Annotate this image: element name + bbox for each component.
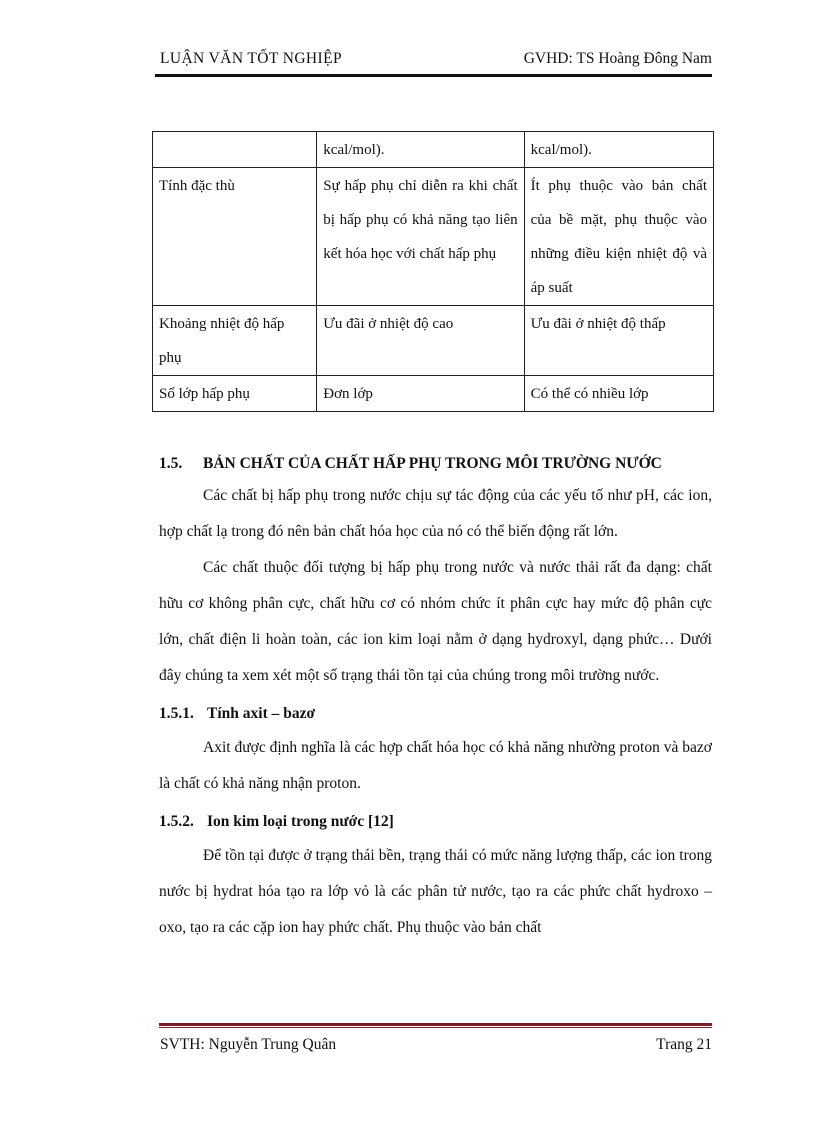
page-footer xyxy=(160,1036,712,1060)
page-number: Trang 21 xyxy=(656,1036,712,1053)
footer-author: SVTH: Nguyễn Trung Quân xyxy=(160,1036,337,1053)
main-content xyxy=(159,450,712,946)
header-divider xyxy=(155,74,712,77)
footer-divider xyxy=(159,1023,712,1026)
comparison-table xyxy=(152,131,714,412)
subsection-number: 1.5.2. xyxy=(159,813,194,830)
paragraph: Để tồn tại được ở trạng thái bền, trạng thái có mức năng lượng thấp, các ion trong nước bị hydrat hóa tạo ra lớp vỏ là các phân tử nước, tạo ra các phức chất hydroxo – oxo, tạo ra các cặp ion hay phức chất. Phụ thuộc vào bản chất xyxy=(159,847,712,936)
subsection-number: 1.5.1. xyxy=(159,705,194,722)
subsection-title: Tính axit – bazơ xyxy=(207,705,316,722)
paragraph: Các chất bị hấp phụ trong nước chịu sự tác động của các yếu tố như pH, các ion, hợp chất lạ trong đó nên bản chất hóa học của nó có thể biến động rất lớn. xyxy=(159,487,712,540)
table-cell: Ưu đãi ở nhiệt độ thấp xyxy=(524,306,713,376)
table-cell: Sự hấp phụ chỉ diễn ra khi chất bị hấp phụ có khả năng tạo liên kết hóa học với chất hấp phụ xyxy=(317,168,524,306)
footer-divider-thin xyxy=(159,1027,712,1028)
table-cell: Ít phụ thuộc vào bản chất của bề mặt, phụ thuộc vào những điều kiện nhiệt độ và áp suất xyxy=(524,168,713,306)
table-row xyxy=(153,132,714,168)
table-cell: Khoảng nhiệt độ hấp phụ xyxy=(153,306,317,376)
header-supervisor: GVHD: TS Hoàng Đông Nam xyxy=(523,50,712,67)
table-cell: Có thể có nhiều lớp xyxy=(524,376,713,412)
subsection-heading xyxy=(159,698,712,730)
paragraph: Axit được định nghĩa là các hợp chất hóa học có khả năng nhường proton và bazơ là chất có khả năng nhận proton. xyxy=(159,739,712,792)
table-cell: Tính đặc thù xyxy=(153,168,317,306)
table-cell: Ưu đãi ở nhiệt độ cao xyxy=(317,306,524,376)
table-cell: Số lớp hấp phụ xyxy=(153,376,317,412)
table-cell: Đơn lớp xyxy=(317,376,524,412)
table-cell xyxy=(153,132,317,168)
table-row xyxy=(153,168,714,306)
header-thesis-title: LUẬN VĂN TỐT NGHIỆP xyxy=(160,50,342,67)
table-row xyxy=(153,306,714,376)
paragraph: Các chất thuộc đối tượng bị hấp phụ trong nước và nước thải rất đa dạng: chất hữu cơ không phân cực, chất hữu cơ có nhóm chức ít phân cực hay mức độ phân cực lớn, chất điện li hoàn toàn, các ion kim loại nằm ở dạng hydroxyl, dạng phức… Dưới đây chúng ta xem xét một số trạng thái tồn tại của chúng trong môi trường nước. xyxy=(159,559,712,684)
page-header xyxy=(160,50,712,74)
subsection-heading xyxy=(159,806,712,838)
table-cell: kcal/mol). xyxy=(524,132,713,168)
section-heading xyxy=(159,450,712,478)
section-number: 1.5. xyxy=(159,455,183,472)
subsection-title: Ion kim loại trong nước [12] xyxy=(207,813,394,830)
section-title: BẢN CHẤT CỦA CHẤT HẤP PHỤ TRONG MÔI TRƯỜNG NƯỚC xyxy=(203,455,662,472)
table-row xyxy=(153,376,714,412)
table-cell: kcal/mol). xyxy=(317,132,524,168)
